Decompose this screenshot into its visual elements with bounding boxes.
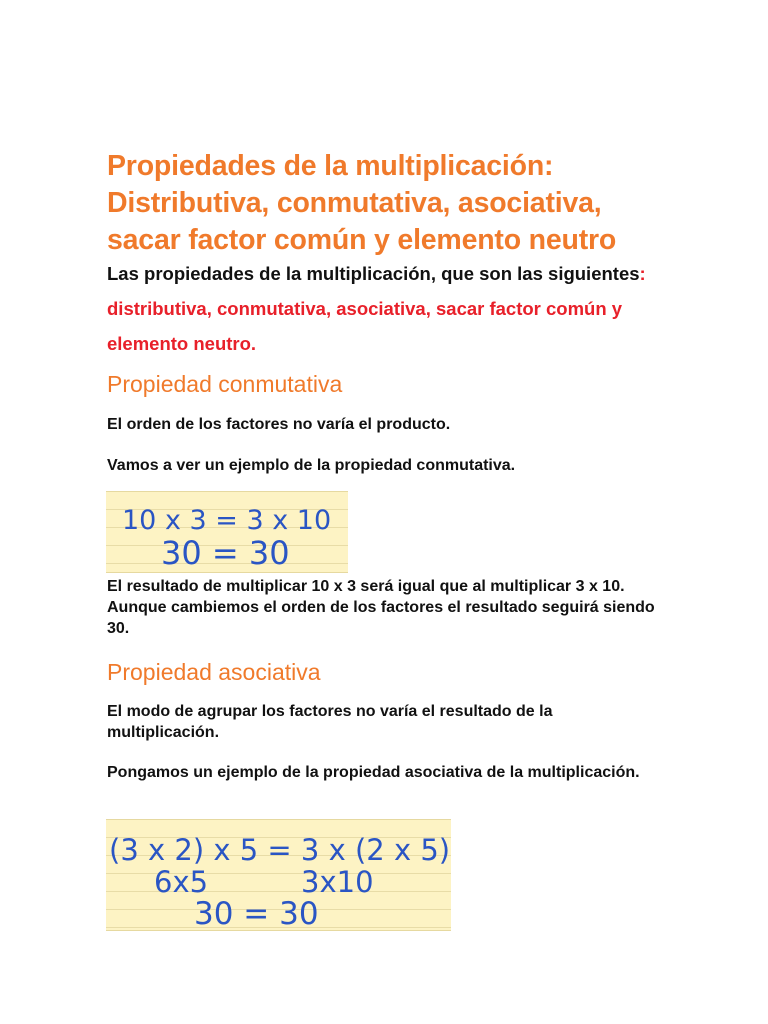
- conmutativa-explanation: El resultado de multiplicar 10 x 3 será igual que al multiplicar 3 x 10. Aunque cambiemos el orden de los factores el resultado seguirá siendo 30.: [107, 578, 655, 637]
- asociativa-example-intro: Pongamos un ejemplo de la propiedad asociativa de la multiplicación.: [107, 764, 640, 781]
- asociativa-example-image: [106, 819, 451, 931]
- asociativa-line-3: 30 = 30: [194, 896, 319, 930]
- asociativa-definition: El modo de agrupar los factores no varía el resultado de la multiplicación.: [107, 703, 553, 741]
- conmutativa-line-1: 10 x 3 = 3 x 10: [122, 505, 332, 536]
- page-title: Propiedades de la multiplicación: Distributiva, conmutativa, asociativa, sacar factor común y elemento neutro: [107, 150, 617, 256]
- section-heading-asociativa: Propiedad asociativa: [107, 659, 321, 685]
- conmutativa-handwriting: [106, 492, 348, 572]
- intro-highlight: distributiva, conmutativa, asociativa, sacar factor común y elemento neutro.: [107, 298, 623, 354]
- asociativa-line-2a: 6x5: [154, 865, 209, 899]
- conmutativa-definition: El orden de los factores no varía el producto.: [107, 416, 451, 433]
- asociativa-line-2b: 3x10: [301, 865, 374, 899]
- asociativa-handwriting: [106, 820, 451, 930]
- section-heading-conmutativa: Propiedad conmutativa: [107, 371, 343, 397]
- intro-colon: :: [639, 263, 646, 284]
- conmutativa-example-image: [106, 491, 348, 573]
- asociativa-line-1: (3 x 2) x 5 = 3 x (2 x 5): [109, 833, 451, 867]
- conmutativa-example-intro: Vamos a ver un ejemplo de la propiedad conmutativa.: [107, 457, 516, 474]
- intro-paragraph: [107, 256, 667, 361]
- conmutativa-line-2: 30 = 30: [161, 534, 290, 572]
- intro-lead: Las propiedades de la multiplicación, que son las siguientes: [107, 263, 640, 284]
